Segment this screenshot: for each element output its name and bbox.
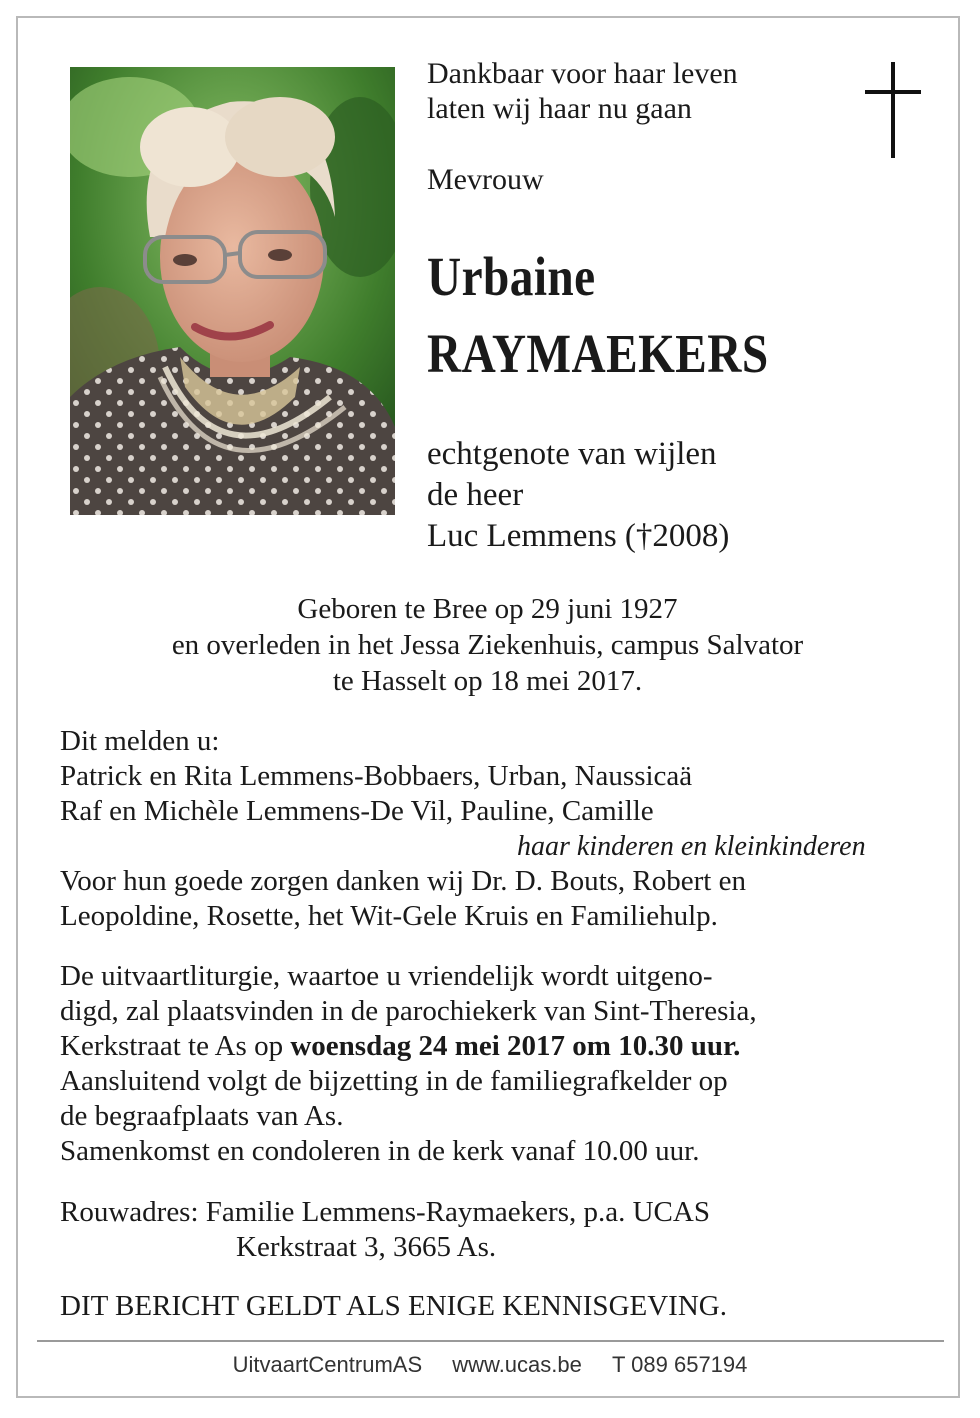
funeral-line: digd, zal plaatsvinden in de parochiekerk van Sint-Theresia, bbox=[60, 995, 757, 1027]
thanks-paragraph bbox=[60, 864, 746, 934]
funeral-details bbox=[60, 959, 757, 1169]
funeral-line: de begraafplaats van As. bbox=[60, 1100, 344, 1132]
spouse-line: de heer bbox=[427, 477, 524, 513]
opening-verse-line: Dankbaar voor haar leven bbox=[427, 57, 738, 90]
birth-line: Geboren te Bree op 29 juni 1927 bbox=[297, 593, 678, 625]
footer-website[interactable]: www.ucas.be bbox=[452, 1352, 582, 1377]
address-line bbox=[60, 1195, 710, 1230]
portrait-photo bbox=[70, 67, 395, 515]
cross-icon bbox=[862, 62, 924, 160]
family-intro: Dit melden u: bbox=[60, 725, 220, 757]
funeral-line bbox=[60, 1029, 757, 1064]
deceased-first-name: Urbaine bbox=[427, 246, 596, 307]
funeral-line: De uitvaartliturgie, waartoe u vriendelijk wordt uitgeno- bbox=[60, 960, 713, 992]
funeral-line: Samenkomst en condoleren in de kerk vanaf 10.00 uur. bbox=[60, 1135, 700, 1167]
thanks-line: Leopoldine, Rosette, het Wit-Gele Kruis en Familiehulp. bbox=[60, 900, 718, 932]
funeral-line: Aansluitend volgt de bijzetting in de familiegrafkelder op bbox=[60, 1065, 728, 1097]
spouse-line: echtgenote van wijlen bbox=[427, 436, 717, 472]
birth-death-info bbox=[40, 591, 935, 699]
deceased-last-name: RAYMAEKERS bbox=[427, 323, 769, 384]
footer-company: UitvaartCentrumAS bbox=[232, 1352, 423, 1377]
death-line: te Hasselt op 18 mei 2017. bbox=[332, 665, 643, 697]
family-line: Raf en Michèle Lemmens-De Vil, Pauline, Camille bbox=[60, 795, 654, 827]
opening-verse bbox=[427, 56, 738, 126]
family-line: Patrick en Rita Lemmens-Bobbaers, Urban, Naussicaä bbox=[60, 760, 693, 792]
footer-divider bbox=[37, 1340, 944, 1342]
thanks-line: Voor hun goede zorgen danken wij Dr. D. Bouts, Robert en bbox=[60, 865, 746, 897]
address-family: Familie Lemmens-Raymaekers, p.a. UCAS bbox=[205, 1196, 710, 1228]
notice-statement: DIT BERICHT GELDT ALS ENIGE KENNISGEVING. bbox=[60, 1290, 727, 1322]
family-announcement bbox=[60, 724, 692, 829]
mourning-address bbox=[60, 1195, 710, 1265]
funeral-location: Kerkstraat te As op bbox=[60, 1030, 291, 1062]
address-street: Kerkstraat 3, 3665 As. bbox=[236, 1231, 497, 1263]
address-label: Rouwadres: bbox=[60, 1196, 206, 1228]
honorific: Mevrouw bbox=[427, 163, 544, 196]
footer-phone: T 089 657194 bbox=[612, 1352, 748, 1377]
opening-verse-line: laten wij haar nu gaan bbox=[427, 92, 692, 125]
spouse-name: Luc Lemmens (†2008) bbox=[427, 518, 730, 554]
family-relation: haar kinderen en kleinkinderen bbox=[517, 831, 866, 862]
footer bbox=[0, 1352, 980, 1378]
death-line: en overleden in het Jessa Ziekenhuis, campus Salvator bbox=[171, 629, 804, 661]
funeral-date-time: woensdag 24 mei 2017 om 10.30 uur. bbox=[290, 1030, 741, 1062]
spouse-info bbox=[427, 434, 729, 557]
